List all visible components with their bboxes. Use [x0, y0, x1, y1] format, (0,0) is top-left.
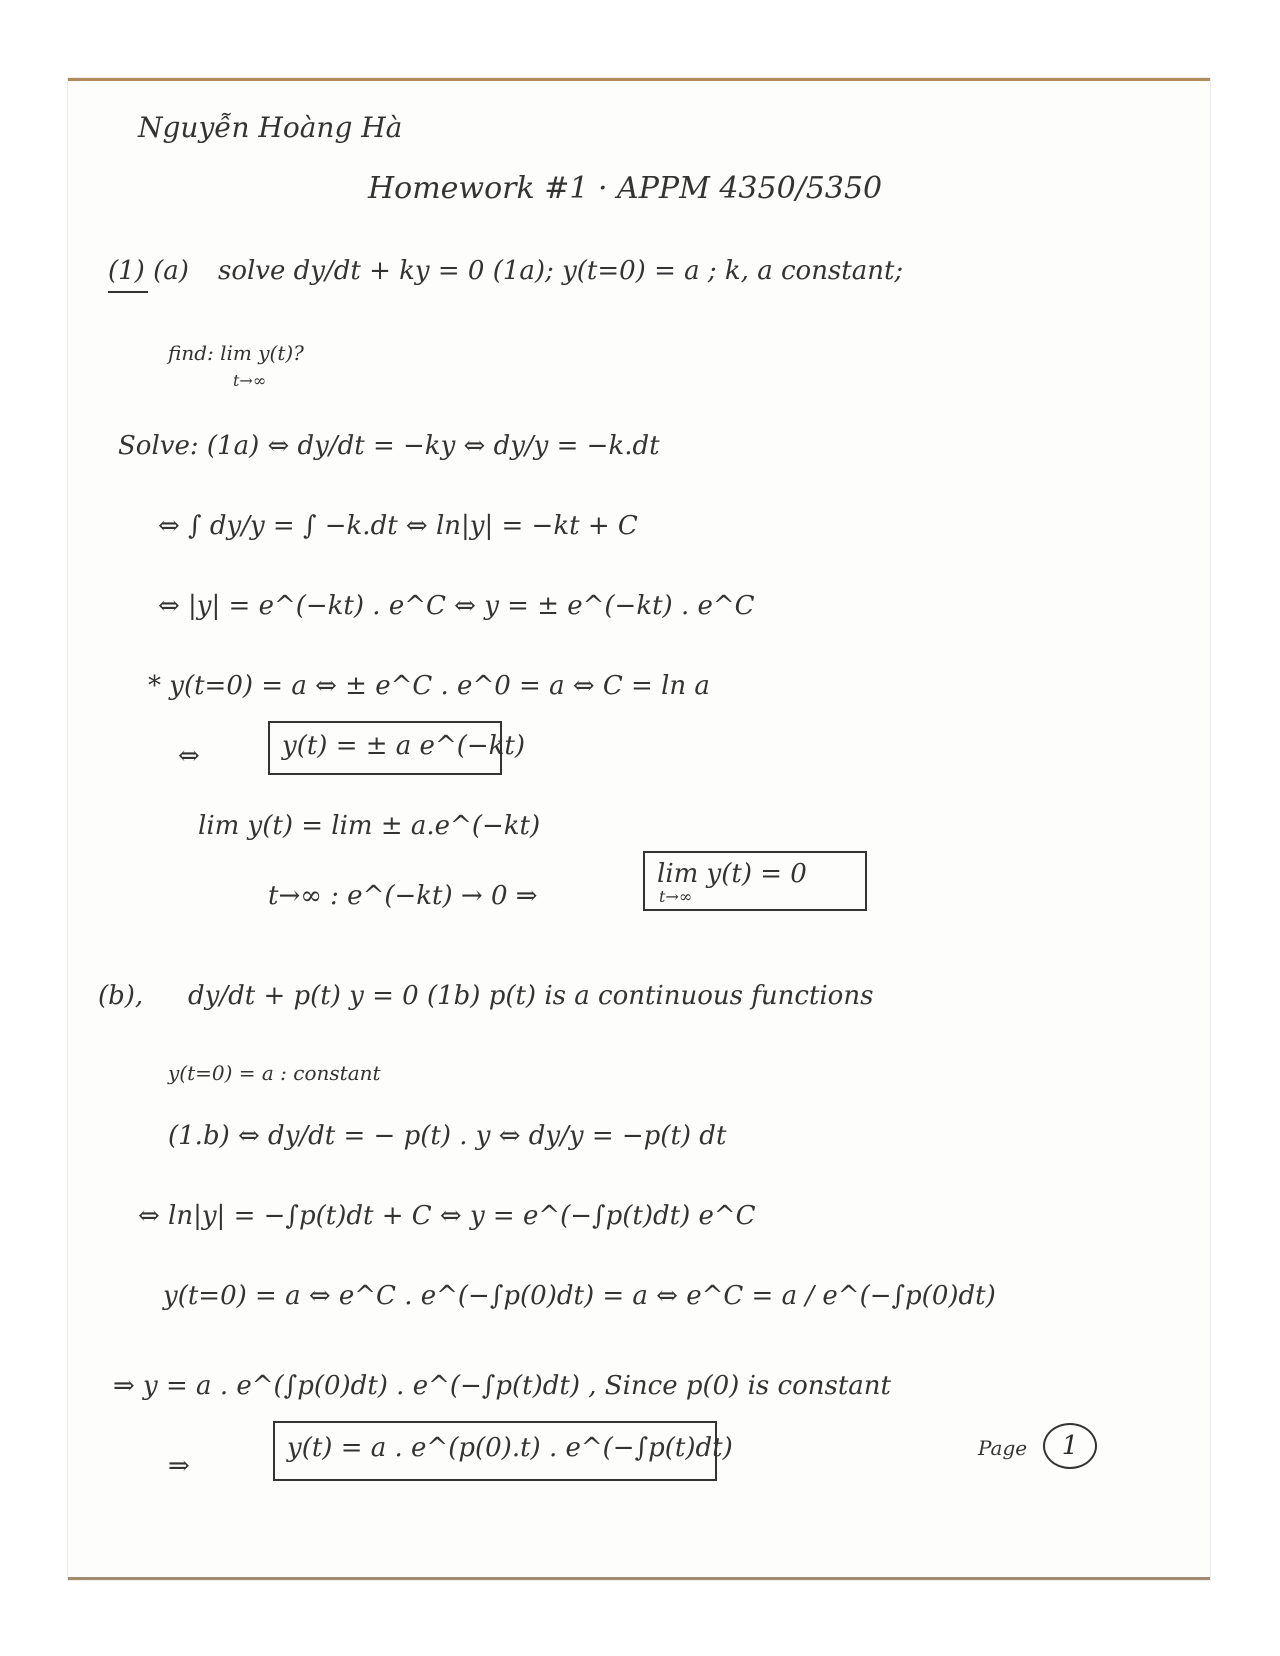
- part-b-initial: y(t=0) = a : constant: [168, 1061, 381, 1085]
- part-a-find-subscript: t→∞: [233, 371, 267, 390]
- boxed-solution-b: [273, 1421, 733, 1481]
- part-b-label: (b),: [98, 981, 144, 1011]
- part-b-step-5: ⇒: [168, 1451, 190, 1481]
- part-b-problem: dy/dt + p(t) y = 0 (1b) p(t) is a continuous functions: [188, 981, 874, 1011]
- label-underline: [108, 291, 148, 293]
- page-header: Homework #1 · APPM 4350/5350: [368, 171, 883, 206]
- part-a-step-5: ⇔: [178, 741, 200, 771]
- part-a-find: find: lim y(t)?: [168, 341, 304, 365]
- homework-page: [68, 78, 1210, 1580]
- author-name: Nguyễn Hoàng Hà: [138, 111, 403, 144]
- part-b-step-3: y(t=0) = a ⇔ e^C . e^(−∫p(0)dt) = a ⇔ e^C = a / e^(−∫p(0)dt): [163, 1281, 996, 1311]
- part-a-step-1: Solve: (1a) ⇔ dy/dt = −ky ⇔ dy/y = −k.dt: [118, 431, 660, 461]
- part-a-step-3: ⇔ |y| = e^(−kt) . e^C ⇔ y = ± e^(−kt) . e^C: [158, 591, 755, 621]
- part-a-problem: solve dy/dt + ky = 0 (1a); y(t=0) = a ; k, a constant;: [218, 256, 904, 286]
- boxed-solution-a: [268, 721, 526, 775]
- part-b-step-2: ⇔ ln|y| = −∫p(t)dt + C ⇔ y = e^(−∫p(t)dt) e^C: [138, 1201, 756, 1231]
- part-a-step-2: ⇔ ∫ dy/y = ∫ −k.dt ⇔ ln|y| = −kt + C: [158, 511, 638, 541]
- boxed-limit-a: [643, 851, 867, 911]
- boxed-limit-a-text: lim y(t) = 0: [657, 859, 807, 889]
- part-a-limit-line: lim y(t) = lim ± a.e^(−kt): [198, 811, 541, 841]
- boxed-limit-a-subscript: t→∞: [659, 887, 693, 906]
- part-b-step-4: ⇒ y = a . e^(∫p(0)dt) . e^(−∫p(t)dt) , Since p(0) is constant: [113, 1371, 891, 1401]
- part-a-conclusion: t→∞ : e^(−kt) → 0 ⇒: [268, 881, 538, 911]
- part-a-step-4: * y(t=0) = a ⇔ ± e^C . e^0 = a ⇔ C = ln a: [148, 671, 710, 701]
- boxed-solution-a-text: y(t) = ± a e^(−kt): [282, 731, 526, 761]
- page-label: Page: [978, 1436, 1028, 1460]
- page-number: 1: [1043, 1423, 1097, 1469]
- boxed-solution-b-text: y(t) = a . e^(p(0).t) . e^(−∫p(t)dt): [287, 1433, 733, 1463]
- part-b-step-1: (1.b) ⇔ dy/dt = − p(t) . y ⇔ dy/y = −p(t) dt: [168, 1121, 727, 1151]
- part-a-label: (1) (a): [108, 256, 189, 286]
